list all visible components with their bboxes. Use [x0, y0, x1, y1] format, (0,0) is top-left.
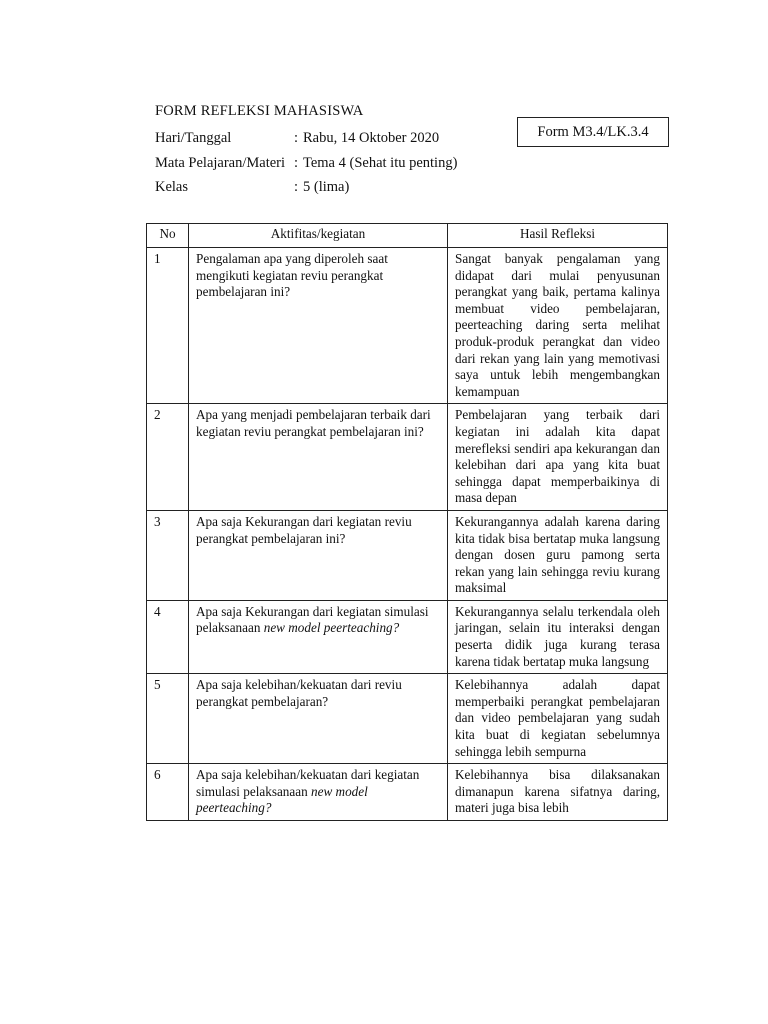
- meta-row-subject: [155, 151, 457, 176]
- form-title: FORM REFLEKSI MAHASISWA: [155, 103, 364, 119]
- meta-value: 5 (lima): [303, 179, 350, 195]
- result-cell: Pembelajaran yang terbaik dari kegiatan ini adalah kita dapat merefleksi sendiri apa kekurangan dan kelebihan dari apa yang kita buat sehingga dapat memperbaikinya di masa depan: [448, 404, 668, 511]
- row-number: 2: [147, 404, 189, 511]
- table-row: [147, 510, 668, 600]
- result-cell: Kekurangannya selalu terkendala oleh jaringan, selain itu interaksi dengan peserta didik juga kurang terasa karena tidak bertatap muka langsung: [448, 600, 668, 673]
- column-header-activity: Aktifitas/kegiatan: [189, 224, 448, 248]
- activity-end-text: ?: [264, 800, 272, 816]
- table-row: [147, 600, 668, 673]
- row-number: 6: [147, 764, 189, 821]
- activity-text: Apa saja kelebihan/kekuatan dari reviu perangkat pembelajaran?: [196, 677, 402, 709]
- meta-label: Kelas: [155, 179, 189, 195]
- activity-cell: [189, 600, 448, 673]
- activity-text: Apa saja Kekurangan dari kegiatan reviu perangkat pembelajaran ini?: [196, 513, 412, 546]
- form-code-box: Form M3.4/LK.3.4: [517, 117, 669, 147]
- meta-label: Hari/Tanggal: [155, 130, 232, 146]
- meta-separator: :: [294, 179, 299, 195]
- activity-cell: [189, 764, 448, 821]
- table-row: [147, 674, 668, 764]
- column-header-result: Hasil Refleksi: [448, 224, 668, 248]
- activity-cell: [189, 510, 448, 600]
- activity-text: Apa yang menjadi pembelajaran terbaik dari kegiatan reviu perangkat pembelajaran ini?: [196, 407, 431, 439]
- table-row: [147, 404, 668, 511]
- result-cell: Kelebihannya bisa dilaksanakan dimanapun karena sifatnya daring, materi juga bisa lebih: [448, 764, 668, 821]
- result-cell: Sangat banyak pengalaman yang didapat dari mulai penyusunan perangkat yang baik, pertama kalinya membuat video pembelajaran, peerteaching daring serta melihat produk-produk perangkat dan video dari rekan yang lain yang memotivasi saya untuk lebih mengembangkan kemampuan: [448, 248, 668, 404]
- activity-text: Pengalaman apa yang diperoleh saat mengikuti kegiatan reviu perangkat pembelajaran ini?: [196, 251, 388, 300]
- row-number: 5: [147, 674, 189, 764]
- table-row: [147, 764, 668, 821]
- meta-label: Mata Pelajaran/Materi: [155, 154, 286, 171]
- row-number: 1: [147, 248, 189, 404]
- column-header-no: No: [147, 224, 189, 248]
- row-number: 3: [147, 510, 189, 600]
- activity-cell: [189, 248, 448, 404]
- table-header-row: [147, 224, 668, 248]
- result-cell: Kekurangannya adalah karena daring kita tidak bisa bertatap muka langsung dengan dosen guru pamong serta rekan yang lain sehingga reviu kurang maksimal: [448, 510, 668, 600]
- meta-separator: :: [294, 130, 299, 146]
- meta-row-date: [155, 126, 457, 151]
- reflection-table: [146, 223, 668, 821]
- meta-row-class: [155, 175, 457, 200]
- row-number: 4: [147, 600, 189, 673]
- meta-value: Tema 4 (Sehat itu penting): [303, 154, 458, 171]
- activity-end-text: ?: [392, 620, 400, 636]
- result-cell: Kelebihannya adalah dapat memperbaiki perangkat pembelajaran dan video pembelajaran yang sudah kita buat di kegiatan sebelumnya sehingga lebih sempurna: [448, 674, 668, 764]
- activity-text: Apa saja Kekurangan dari kegiatan simulasi pelaksanaan: [196, 603, 429, 636]
- meta-separator: :: [294, 154, 299, 171]
- activity-cell: [189, 674, 448, 764]
- form-meta: [155, 126, 457, 200]
- activity-italic-text: new model peerteaching: [196, 783, 368, 816]
- activity-italic-text: new model peerteaching: [263, 620, 393, 636]
- meta-value: Rabu, 14 Oktober 2020: [303, 130, 440, 146]
- activity-cell: [189, 404, 448, 511]
- activity-text: Apa saja kelebihan/kekuatan dari kegiatan simulasi pelaksanaan: [196, 767, 420, 799]
- table-row: [147, 248, 668, 404]
